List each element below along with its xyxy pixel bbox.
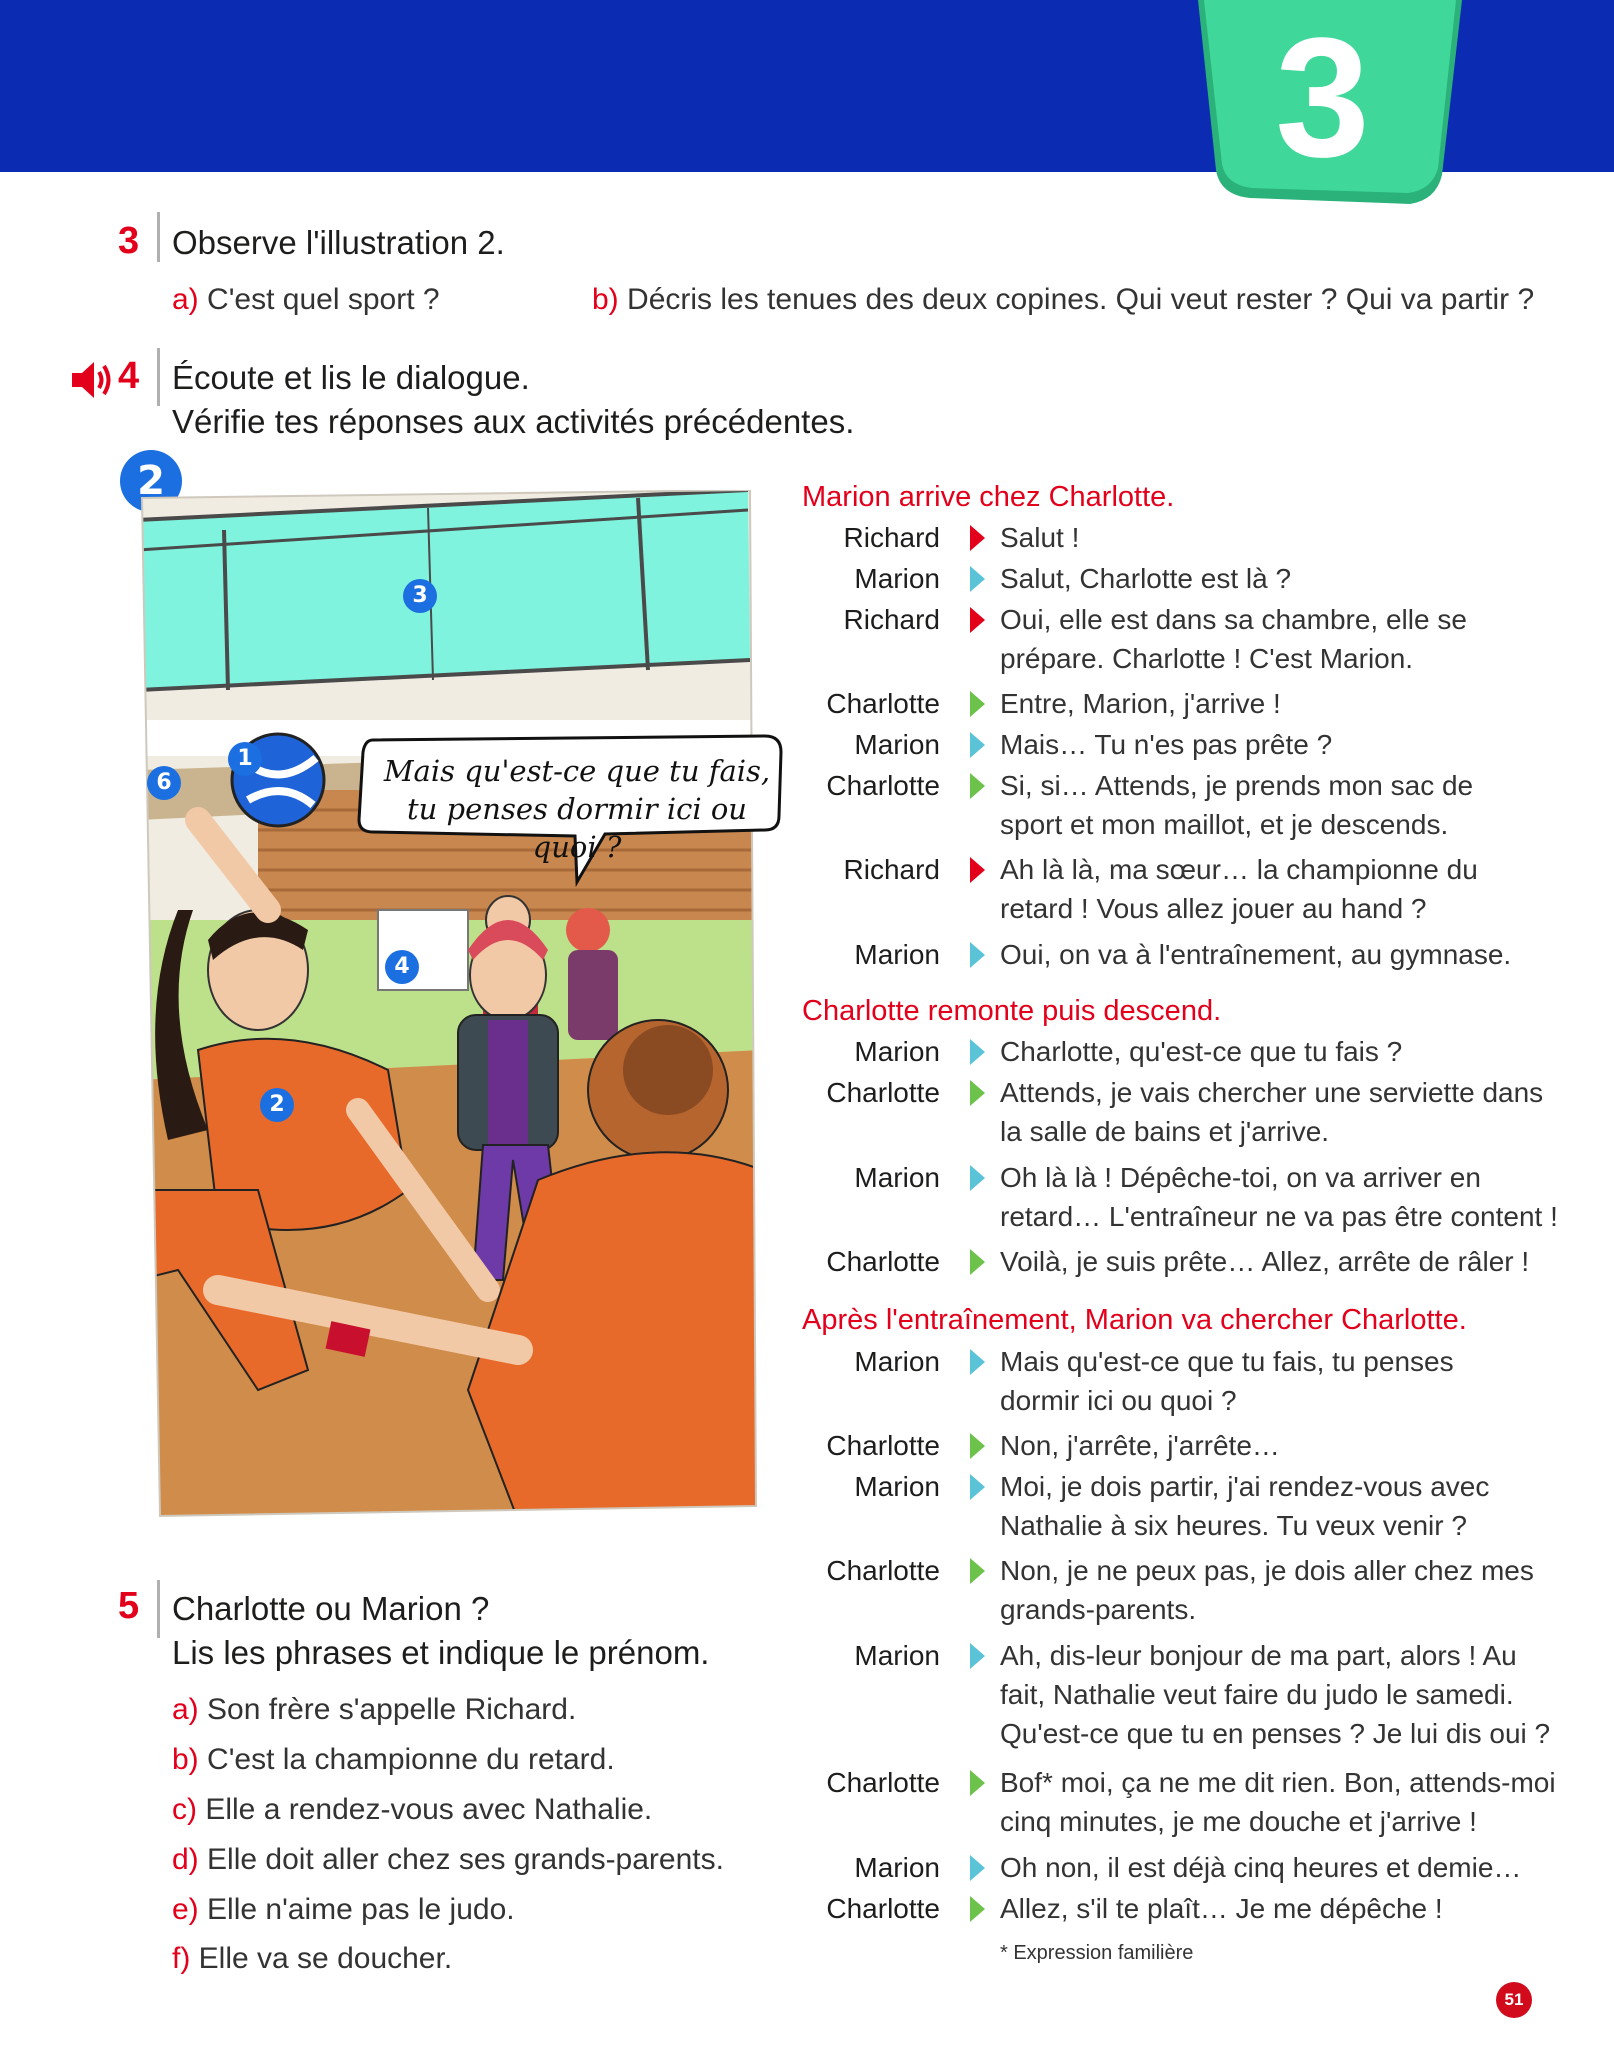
arrow-icon xyxy=(970,566,985,592)
illustration-number-badge: 2 xyxy=(120,450,182,512)
marker-1: 1 xyxy=(228,742,262,776)
speaker-name: Marion xyxy=(854,1162,940,1193)
exercise-4-number: 4 xyxy=(118,355,140,397)
item-letter: d) xyxy=(172,1843,199,1876)
arrow-icon xyxy=(970,1165,985,1191)
speaker-icon[interactable] xyxy=(68,358,112,402)
marker-2: 2 xyxy=(260,1088,294,1122)
arrow-icon xyxy=(970,857,985,883)
exercise-3-question-b xyxy=(592,283,1534,317)
speaker-name: Marion xyxy=(854,1346,940,1377)
line-text: Ah, dis-leur bonjour de ma part, alors ! Au fait, Nathalie veut faire du judo le samedi. Qu'est-ce que tu en penses ? Je lui dis oui ? xyxy=(1000,1640,1551,1749)
question-text: Décris les tenues des deux copines. Qui veut rester ? Qui va partir ? xyxy=(627,283,1535,316)
arrow-icon xyxy=(970,525,985,551)
exercise-5-item-c xyxy=(172,1793,652,1827)
line-text: Attends, je vais chercher une serviette dans la salle de bains et j'arrive. xyxy=(1000,1077,1544,1147)
line-text: Oui, on va à l'entraînement, au gymnase. xyxy=(1000,939,1512,970)
exercise-5-title-line1: Charlotte ou Marion ? xyxy=(172,1590,490,1627)
arrow-icon xyxy=(970,1433,985,1459)
item-letter: b) xyxy=(172,1743,199,1776)
speaker-name: Richard xyxy=(843,604,940,635)
line-text: Charlotte, qu'est-ce que tu fais ? xyxy=(1000,1036,1403,1067)
line-text: Non, je ne peux pas, je dois aller chez mes grands-parents. xyxy=(1000,1555,1534,1625)
line-text: Moi, je dois partir, j'ai rendez-vous avec Nathalie à six heures. Tu veux venir ? xyxy=(1000,1471,1490,1541)
exercise-4-title-line1: Écoute et lis le dialogue. xyxy=(172,359,530,396)
exercise-3-divider xyxy=(157,212,160,262)
exercise-5-item-e xyxy=(172,1893,515,1927)
page-number: 51 xyxy=(1496,1982,1532,2018)
speaker-name: Marion xyxy=(854,1036,940,1067)
speaker-name: Marion xyxy=(854,1640,940,1671)
speaker-name: Marion xyxy=(854,1852,940,1883)
exercise-5-item-f xyxy=(172,1942,452,1976)
marker-6: 6 xyxy=(147,766,181,800)
item-text: Elle a rendez-vous avec Nathalie. xyxy=(205,1793,653,1826)
exercise-5-title-line2: Lis les phrases et indique le prénom. xyxy=(172,1634,710,1671)
line-text: Entre, Marion, j'arrive ! xyxy=(1000,688,1281,719)
item-letter: e) xyxy=(172,1893,199,1926)
arrow-icon xyxy=(970,1855,985,1881)
arrow-icon xyxy=(970,1249,985,1275)
scene-2-title: Charlotte remonte puis descend. xyxy=(802,995,1222,1027)
speaker-name: Charlotte xyxy=(826,1246,940,1277)
arrow-icon xyxy=(970,1474,985,1500)
arrow-icon xyxy=(970,942,985,968)
speech-bubble-text: Mais qu'est-ce que tu fais, tu penses dormir ici ou quoi ? xyxy=(383,754,771,864)
line-text: Mais qu'est-ce que tu fais, tu penses dormir ici ou quoi ? xyxy=(1000,1346,1454,1416)
marker-3: 3 xyxy=(403,579,437,613)
speaker-name: Charlotte xyxy=(826,1555,940,1586)
item-text: Elle doit aller chez ses grands-parents. xyxy=(207,1843,724,1876)
question-letter: a) xyxy=(172,283,199,316)
line-text: Voilà, je suis prête… Allez, arrête de râler ! xyxy=(1000,1246,1530,1277)
item-text: Son frère s'appelle Richard. xyxy=(207,1693,577,1726)
exercise-3-question-a xyxy=(172,283,440,317)
speaker-name: Richard xyxy=(843,854,940,885)
line-text: Oh non, il est déjà cinq heures et demie… xyxy=(1000,1852,1522,1883)
arrow-icon xyxy=(970,1558,985,1584)
speaker-name: Charlotte xyxy=(826,1893,940,1924)
line-text: Mais… Tu n'es pas prête ? xyxy=(1000,729,1333,760)
exercise-5-item-b xyxy=(172,1743,615,1777)
line-text: Oui, elle est dans sa chambre, elle se prépare. Charlotte ! C'est Marion. xyxy=(1000,604,1467,674)
speaker-name: Charlotte xyxy=(826,770,940,801)
speaker-name: Richard xyxy=(843,522,940,553)
question-text: C'est quel sport ? xyxy=(207,283,440,316)
speaker-name: Charlotte xyxy=(826,1430,940,1461)
arrow-icon xyxy=(970,607,985,633)
speaker-name: Charlotte xyxy=(826,688,940,719)
line-text: Salut, Charlotte est là ? xyxy=(1000,563,1292,594)
item-letter: f) xyxy=(172,1942,191,1975)
scene-1-title: Marion arrive chez Charlotte. xyxy=(802,481,1175,513)
speaker-name: Marion xyxy=(854,1471,940,1502)
item-letter: c) xyxy=(172,1793,197,1826)
speaker-name: Marion xyxy=(854,939,940,970)
arrow-icon xyxy=(970,1770,985,1796)
exercise-5-item-a xyxy=(172,1693,576,1727)
marker-4: 4 xyxy=(385,950,419,984)
exercise-5-divider xyxy=(157,1580,160,1638)
arrow-icon xyxy=(970,773,985,799)
arrow-icon xyxy=(970,1349,985,1375)
item-letter: a) xyxy=(172,1693,199,1726)
question-letter: b) xyxy=(592,283,619,316)
speaker-name: Charlotte xyxy=(826,1077,940,1108)
speaker-name: Marion xyxy=(854,729,940,760)
arrow-icon xyxy=(970,1039,985,1065)
scene-3-title: Après l'entraînement, Marion va chercher Charlotte. xyxy=(802,1304,1467,1336)
speaker-name: Charlotte xyxy=(826,1767,940,1798)
exercise-5-item-d xyxy=(172,1843,724,1877)
exercise-4-title-line2: Vérifie tes réponses aux activités précédentes. xyxy=(172,403,855,440)
arrow-icon xyxy=(970,1896,985,1922)
arrow-icon xyxy=(970,732,985,758)
line-text: Bof* moi, ça ne me dit rien. Bon, attends-moi cinq minutes, je me douche et j'arrive ! xyxy=(1000,1767,1556,1837)
exercise-5-number: 5 xyxy=(118,1585,140,1627)
arrow-icon xyxy=(970,1080,985,1106)
speaker-name: Marion xyxy=(854,563,940,594)
line-text: Oh là là ! Dépêche-toi, on va arriver en retard… L'entraîneur ne va pas être content ! xyxy=(1000,1162,1558,1232)
line-text: Si, si… Attends, je prends mon sac de sport et mon maillot, et je descends. xyxy=(1000,770,1474,840)
line-text: Ah là là, ma sœur… la championne du retard ! Vous allez jouer au hand ? xyxy=(1000,854,1478,924)
item-text: Elle n'aime pas le judo. xyxy=(207,1893,515,1926)
line-text: Non, j'arrête, j'arrête… xyxy=(1000,1430,1280,1461)
handball-illustration xyxy=(138,490,762,1520)
line-text: Salut ! xyxy=(1000,522,1080,553)
arrow-icon xyxy=(970,691,985,717)
line-text: Allez, s'il te plaît… Je me dépêche ! xyxy=(1000,1893,1443,1924)
exercise-4-divider xyxy=(157,348,160,406)
exercise-3-title: Observe l'illustration 2. xyxy=(172,224,505,261)
unit-number: 3 xyxy=(1275,3,1370,193)
item-text: Elle va se doucher. xyxy=(198,1942,453,1975)
arrow-icon xyxy=(970,1643,985,1669)
exercise-3-number: 3 xyxy=(118,220,140,262)
item-text: C'est la championne du retard. xyxy=(207,1743,615,1776)
footnote: * Expression familière xyxy=(1000,1942,1194,1964)
